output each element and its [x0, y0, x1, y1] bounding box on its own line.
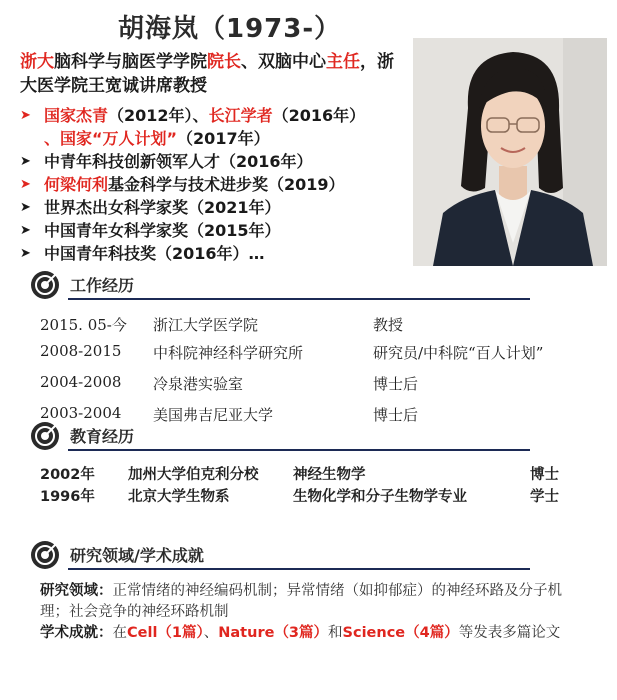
- award-item: [20, 196, 420, 219]
- work-period: 2008-2015: [40, 342, 122, 360]
- work-history: [40, 312, 600, 430]
- award-jieqing: 国家杰青: [44, 106, 109, 125]
- award-text: 中青年科技创新领军人才（2016年）: [44, 152, 313, 171]
- page-title: 胡海岚（1973-）: [118, 14, 342, 44]
- journal-count: （1篇）: [157, 625, 204, 641]
- work-period: 2003-2004: [40, 404, 122, 422]
- award-year: （2017年）: [177, 129, 270, 148]
- award-text: 世界杰出女科学家奖（2021年）: [44, 198, 281, 217]
- intro-director: 主任: [326, 52, 360, 72]
- arrow-bullet-icon: ➤: [20, 223, 31, 238]
- edu-year: 1996年: [40, 489, 95, 505]
- edu-major: 神经生物学: [293, 467, 366, 483]
- work-org: 中科院神经科学研究所: [153, 344, 304, 362]
- portrait-photo: [413, 38, 607, 266]
- work-row: [40, 371, 600, 399]
- work-role: 博士后: [373, 375, 419, 393]
- intro-center: 、双脑中心: [241, 52, 326, 72]
- work-role: 研究员/中科院“百人计划”: [373, 344, 544, 362]
- edu-degree: 学士: [530, 489, 559, 505]
- section-title: 教育经历: [70, 427, 135, 446]
- award-year: （2016年）: [272, 106, 366, 125]
- target-icon: [30, 270, 60, 300]
- arrow-bullet-icon: ➤: [20, 246, 31, 261]
- arrow-bullet-icon: ➤: [20, 177, 31, 192]
- award-item: [20, 150, 420, 173]
- section-divider: [68, 449, 530, 451]
- journal-count: （4篇）: [405, 625, 459, 641]
- arrow-bullet-icon: ➤: [20, 108, 31, 123]
- journal-count: （3篇）: [274, 625, 329, 641]
- field-label: 研究领域：: [40, 583, 113, 599]
- section-divider: [68, 568, 530, 570]
- section-title: 工作经历: [70, 276, 135, 295]
- research-field: [40, 581, 580, 623]
- award-item: [20, 104, 420, 127]
- award-helianghe: 何梁何利: [44, 175, 109, 194]
- section-title: 研究领域/学术成就: [70, 546, 204, 565]
- work-period: 2015. 05-今: [40, 316, 127, 334]
- research-achievement: [40, 623, 580, 644]
- award-text: 中国青年女科学家奖（2015年）: [44, 221, 281, 240]
- award-wanren: 、国家“万人计划”: [44, 129, 178, 148]
- award-text: 中国青年科技奖（2016年）…: [44, 244, 265, 263]
- achievement-text: 等发表多篇论文: [458, 625, 561, 641]
- journal-nature: Nature: [218, 625, 275, 641]
- journal-cell: Cell: [127, 625, 158, 641]
- work-org: 浙江大学医学院: [153, 316, 259, 334]
- work-role: 博士后: [373, 406, 419, 424]
- intro-org: 浙大: [20, 52, 54, 72]
- award-changjiang: 长江学者: [208, 106, 273, 125]
- award-text: 基金科学与技术进步奖（2019）: [108, 175, 345, 194]
- section-divider: [68, 298, 530, 300]
- portrait-illustration: [413, 38, 607, 266]
- achievement-text: 在: [112, 625, 127, 641]
- intro-chair: ，浙大医学院王宽诚讲席教授: [20, 52, 394, 96]
- award-item: [20, 173, 420, 196]
- work-org: 美国弗吉尼亚大学: [153, 406, 274, 424]
- award-item: [20, 219, 420, 242]
- arrow-bullet-icon: ➤: [20, 154, 31, 169]
- work-period: 2004-2008: [40, 373, 122, 391]
- award-item-continued: [20, 127, 420, 150]
- awards-list: [20, 104, 420, 265]
- research-summary: [40, 581, 580, 644]
- section-education-header: [30, 421, 530, 451]
- work-row: [40, 340, 600, 368]
- work-role: 教授: [373, 316, 404, 334]
- edu-school: 加州大学伯克利分校: [128, 467, 259, 483]
- education-row: [40, 462, 580, 484]
- education-history: [40, 462, 580, 506]
- work-row: [40, 312, 600, 340]
- edu-school: 北京大学生物系: [128, 489, 230, 505]
- arrow-bullet-icon: ➤: [20, 200, 31, 215]
- intro-positions: [20, 50, 410, 98]
- award-item: [20, 242, 420, 265]
- target-icon: [30, 540, 60, 570]
- work-org: 冷泉港实验室: [153, 375, 244, 393]
- target-icon: [30, 421, 60, 451]
- journal-science: Science: [342, 625, 406, 641]
- achievement-text: 和: [328, 625, 343, 641]
- edu-major: 生物化学和分子生物学专业: [293, 489, 467, 505]
- field-text: 正常情绪的神经编码机制；异常情绪（如抑郁症）的神经环路及分子机理；社会竞争的神经环路机制: [40, 583, 562, 620]
- section-work-header: [30, 270, 530, 300]
- section-research-header: [30, 540, 530, 570]
- edu-degree: 博士: [530, 467, 559, 483]
- achievement-text: 、: [203, 625, 219, 641]
- achievement-label: 学术成就：: [40, 625, 113, 641]
- intro-dean: 院长: [207, 52, 241, 72]
- edu-year: 2002年: [40, 467, 95, 483]
- intro-school: 脑科学与脑医学学院: [54, 52, 207, 72]
- education-row: [40, 484, 580, 506]
- award-year: （2012年）、: [108, 106, 209, 125]
